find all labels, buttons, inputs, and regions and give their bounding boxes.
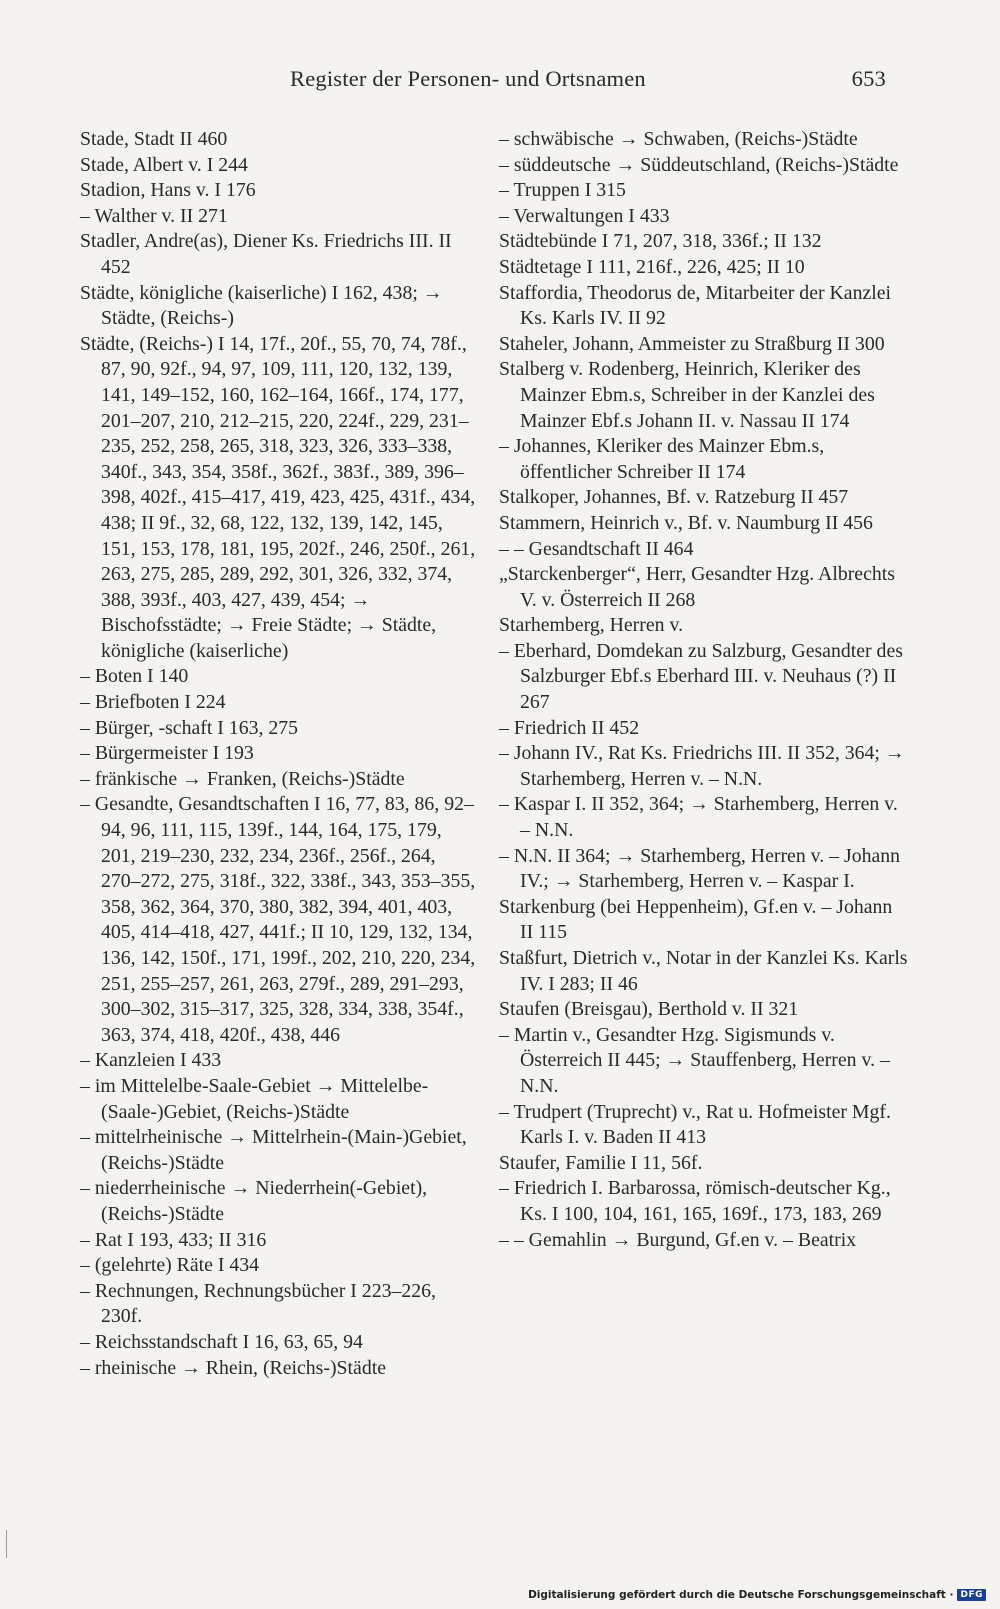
index-entry: – schwäbische → Schwaben, (Reichs-)Städte — [499, 128, 858, 150]
index-entry: Stadion, Hans v. I 176 — [80, 179, 256, 202]
index-entry: Staffordia, Theodorus de, Mitarbeiter der Kanzlei Ks. Karls IV. II 92 — [499, 281, 892, 330]
index-entry: – Bürgermeister I 193 — [80, 742, 254, 765]
index-entry: – süddeutsche → Süddeutschland, (Reichs-)Städte — [499, 153, 899, 176]
index-entry: – mittelrheinische → Mittelrhein-(Main-)Gebiet, (Reichs-)Städte — [80, 1126, 467, 1174]
index-entry: Staßfurt, Dietrich v., Notar in der Kanzlei Ks. Karls IV. I 283; II 46 — [499, 947, 908, 995]
index-entry: – Friedrich II 452 — [499, 716, 640, 739]
index-entry: – Trudpert (Truprecht) v., Rat u. Hofmeister Mgf. Karls I. v. Baden II 413 — [499, 1100, 891, 1149]
index-entry: Staheler, Johann, Ammeister zu Straßburg II 300 — [499, 332, 885, 355]
index-entry: – N.N. II 364; → Starhemberg, Herren v. – Johann IV.; → Starhemberg, Herren v. – Kaspar I. — [499, 844, 901, 893]
index-entry: Städtebünde I 71, 207, 318, 336f.; II 132 — [499, 230, 822, 253]
index-entry: Starkenburg (bei Heppenheim), Gf.en v. – Johann II 115 — [499, 895, 893, 944]
index-entry: – Walther v. II 271 — [80, 204, 228, 227]
scan-margin-mark — [6, 1530, 7, 1558]
index-entry: Stammern, Heinrich v., Bf. v. Naumburg II 456 — [499, 511, 873, 534]
index-entry: Stalberg v. Rodenberg, Heinrich, Kleriker des Mainzer Ebm.s, Schreiber in der Kanzlei des Mainzer Ebf.s Johann II. v. Nassau II 174 — [499, 358, 875, 432]
running-title: Register der Personen- und Ortsnamen — [290, 66, 646, 91]
page-header — [290, 66, 900, 100]
index-entry: – Verwaltungen I 433 — [499, 204, 670, 227]
index-entry: Staufen (Breisgau), Berthold v. II 321 — [499, 998, 799, 1021]
index-entry: – Kanzleien I 433 — [80, 1049, 222, 1072]
index-entry: Starhemberg, Herren v. — [499, 614, 684, 637]
digitization-footer — [528, 1589, 986, 1601]
index-entry: – Eberhard, Domdekan zu Salzburg, Gesandter des Salzburger Ebf.s Eberhard III. v. Neuhaus (?) II 267 — [499, 639, 903, 714]
index-entry: – Truppen I 315 — [499, 179, 626, 202]
dfg-logo: DFG — [957, 1589, 986, 1601]
index-entry: – Bürger, -schaft I 163, 275 — [80, 716, 299, 739]
index-entry: – – Gemahlin → Burgund, Gf.en v. – Beatrix — [499, 1228, 857, 1251]
index-entry: – Johann IV., Rat Ks. Friedrichs III. II 352, 364; → Starhemberg, Herren v. – N.N. — [499, 742, 905, 790]
index-entry: – Briefboten I 224 — [80, 691, 226, 714]
index-entry: – Kaspar I. II 352, 364; → Starhemberg, Herren v. – N.N. — [499, 793, 898, 842]
index-entry: „Starckenberger“, Herr, Gesandter Hzg. Albrechts V. v. Österreich II 268 — [499, 563, 895, 611]
index-entry: – Rechnungen, Rechnungsbücher I 223–226, 230f. — [80, 1279, 436, 1328]
index-entry: Stade, Stadt II 460 — [80, 128, 228, 150]
index-entry: – – Gesandtschaft II 464 — [499, 537, 694, 560]
index-entry: – Rat I 193, 433; II 316 — [80, 1228, 267, 1251]
index-entry: – Johannes, Kleriker des Mainzer Ebm.s, öffentlicher Schreiber II 174 — [499, 435, 825, 483]
index-column-left — [80, 127, 480, 1381]
index-entry: – rheinische → Rhein, (Reichs-)Städte — [80, 1356, 386, 1379]
index-entry: Stade, Albert v. I 244 — [80, 153, 248, 176]
index-entry: – Friedrich I. Barbarossa, römisch-deutscher Kg., Ks. I 100, 104, 161, 165, 169f., 173, 183, 269 — [499, 1177, 891, 1225]
index-entry: – Martin v., Gesandter Hzg. Sigismunds v. Österreich II 445; → Stauffenberg, Herren v. – N.N. — [499, 1023, 890, 1097]
index-entry: Städte, königliche (kaiserliche) I 162, 438; → Städte, (Reichs-) — [80, 281, 443, 330]
page-number: 653 — [851, 66, 886, 91]
index-entry: – Boten I 140 — [80, 665, 189, 688]
index-entry: Städte, (Reichs-) I 14, 17f., 20f., 55, 70, 74, 78f., 87, 90, 92f., 94, 97, 109, 111, 120, 132, 139, 141, 149–152, 160, 162–164, 166f., 174, 177, 201–207, 210, 212–215, 220, 224f., 229, 231–235, 252, 258, 265, 318, 323, 326, 333–338, 340f., 343, 354, 358f., 362f., 383f., 389, 396–398, 402f., 415–417, 419, 423, 425, 431f., 434, 438; II 9f., 32, 68, 122, 132, 139, 142, 145, 151, 153, 178, 181, 195, 202f., 246, 250f., 261, 263, 275, 285, 289, 292, 301, 326, 332, 374, 388, 393f., 403, 427, 439, 454; → Bischofsstädte; → Freie Städte; → Städte, königliche (kaiserliche) — [80, 332, 476, 662]
index-entry: – fränkische → Franken, (Reichs-)Städte — [80, 767, 405, 790]
index-column-right — [499, 127, 909, 1253]
index-entry: Städtetage I 111, 216f., 226, 425; II 10 — [499, 255, 805, 278]
index-entry: Stalkoper, Johannes, Bf. v. Ratzeburg II 457 — [499, 486, 849, 509]
footer-text: Digitalisierung gefördert durch die Deutsche Forschungsgemeinschaft · — [528, 1589, 954, 1601]
index-entry: Stadler, Andre(as), Diener Ks. Friedrichs III. II 452 — [80, 230, 452, 278]
index-entry: – Gesandte, Gesandtschaften I 16, 77, 83, 86, 92–94, 96, 111, 115, 139f., 144, 164, 175, 179, 201, 219–230, 232, 234, 236f., 256f., 264, 270–272, 275, 318f., 322, 338f., 343, 353–355, 358, 362, 364, 370, 380, 382, 394, 401, 403, 405, 414–418, 427, 441f.; II 10, 129, 132, 134, 136, 142, 150f., 171, 199f., 202, 210, 220, 234, 251, 255–257, 261, 263, 279f., 289, 291–293, 300–302, 315–317, 325, 328, 334, 338, 354f., 363, 374, 418, 420f., 438, 446 — [80, 793, 476, 1046]
index-entry: – niederrheinische → Niederrhein(-Gebiet), (Reichs-)Städte — [80, 1177, 428, 1225]
index-entry: Staufer, Familie I 11, 56f. — [499, 1151, 703, 1174]
index-entry: – im Mittelelbe-Saale-Gebiet → Mittelelbe-(Saale-)Gebiet, (Reichs-)Städte — [80, 1074, 429, 1123]
index-entry: – Reichsstandschaft I 16, 63, 65, 94 — [80, 1330, 363, 1353]
index-entry: – (gelehrte) Räte I 434 — [80, 1254, 260, 1277]
